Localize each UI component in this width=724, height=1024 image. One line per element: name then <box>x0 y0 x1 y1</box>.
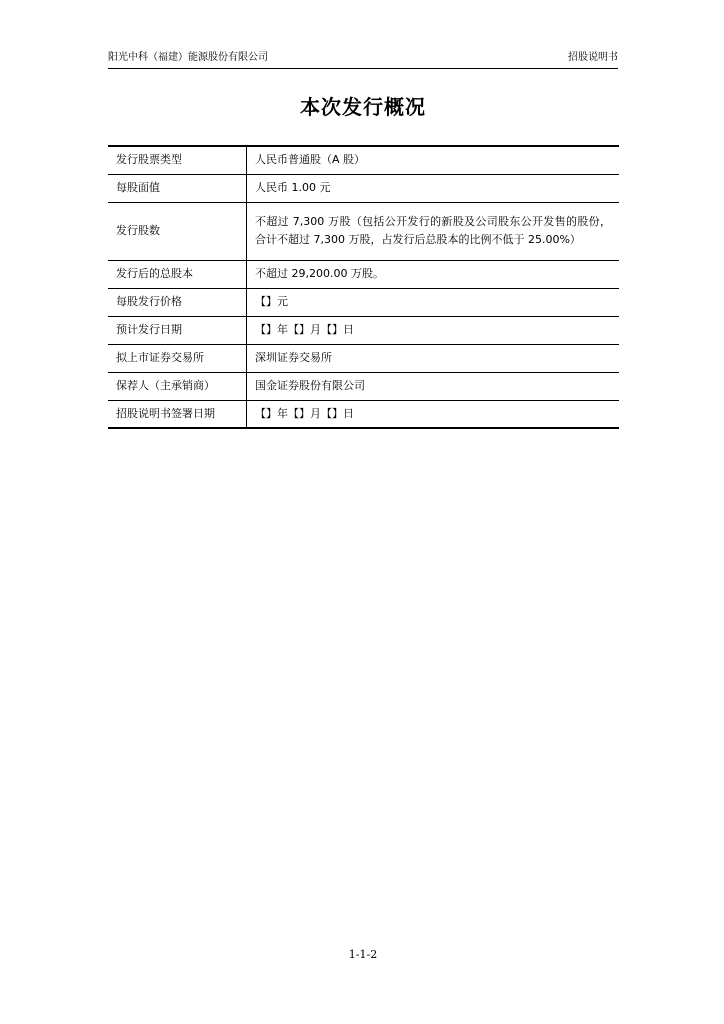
row-value: 【】年【】月【】日 <box>247 316 620 344</box>
row-label: 发行后的总股本 <box>108 260 247 288</box>
table-row <box>108 260 619 288</box>
page-number: 1-1-2 <box>348 948 378 961</box>
row-value: 国金证券股份有限公司 <box>247 372 620 400</box>
table-row <box>108 344 619 372</box>
row-label: 发行股数 <box>108 202 247 260</box>
row-label: 每股面值 <box>108 174 247 202</box>
row-value: 深圳证券交易所 <box>247 344 620 372</box>
row-label: 保荐人（主承销商） <box>108 372 247 400</box>
table-row <box>108 316 619 344</box>
header-document-type: 招股说明书 <box>568 52 618 63</box>
table-row <box>108 400 619 428</box>
row-label: 拟上市证券交易所 <box>108 344 247 372</box>
row-value: 【】元 <box>247 288 620 316</box>
page-header <box>108 48 618 69</box>
table-row <box>108 174 619 202</box>
table-row <box>108 288 619 316</box>
row-value: 不超过 7,300 万股（包括公开发行的新股及公司股东公开发售的股份，合计不超过 7,300 万股，占发行后总股本的比例不低于 25.00%） <box>247 202 620 260</box>
row-value: 不超过 29,200.00 万股。 <box>247 260 620 288</box>
table-row <box>108 202 619 260</box>
page-title: 本次发行概况 <box>300 95 426 119</box>
row-value: 人民币 1.00 元 <box>247 174 620 202</box>
row-label: 发行股票类型 <box>108 146 247 174</box>
offering-summary-table <box>108 145 619 429</box>
row-label: 预计发行日期 <box>108 316 247 344</box>
header-company-name: 阳光中科（福建）能源股份有限公司 <box>108 52 268 63</box>
row-label: 每股发行价格 <box>108 288 247 316</box>
row-value: 【】年【】月【】日 <box>247 400 620 428</box>
table-row <box>108 372 619 400</box>
table-row <box>108 146 619 174</box>
row-value: 人民币普通股（A 股） <box>247 146 620 174</box>
row-label: 招股说明书签署日期 <box>108 400 247 428</box>
